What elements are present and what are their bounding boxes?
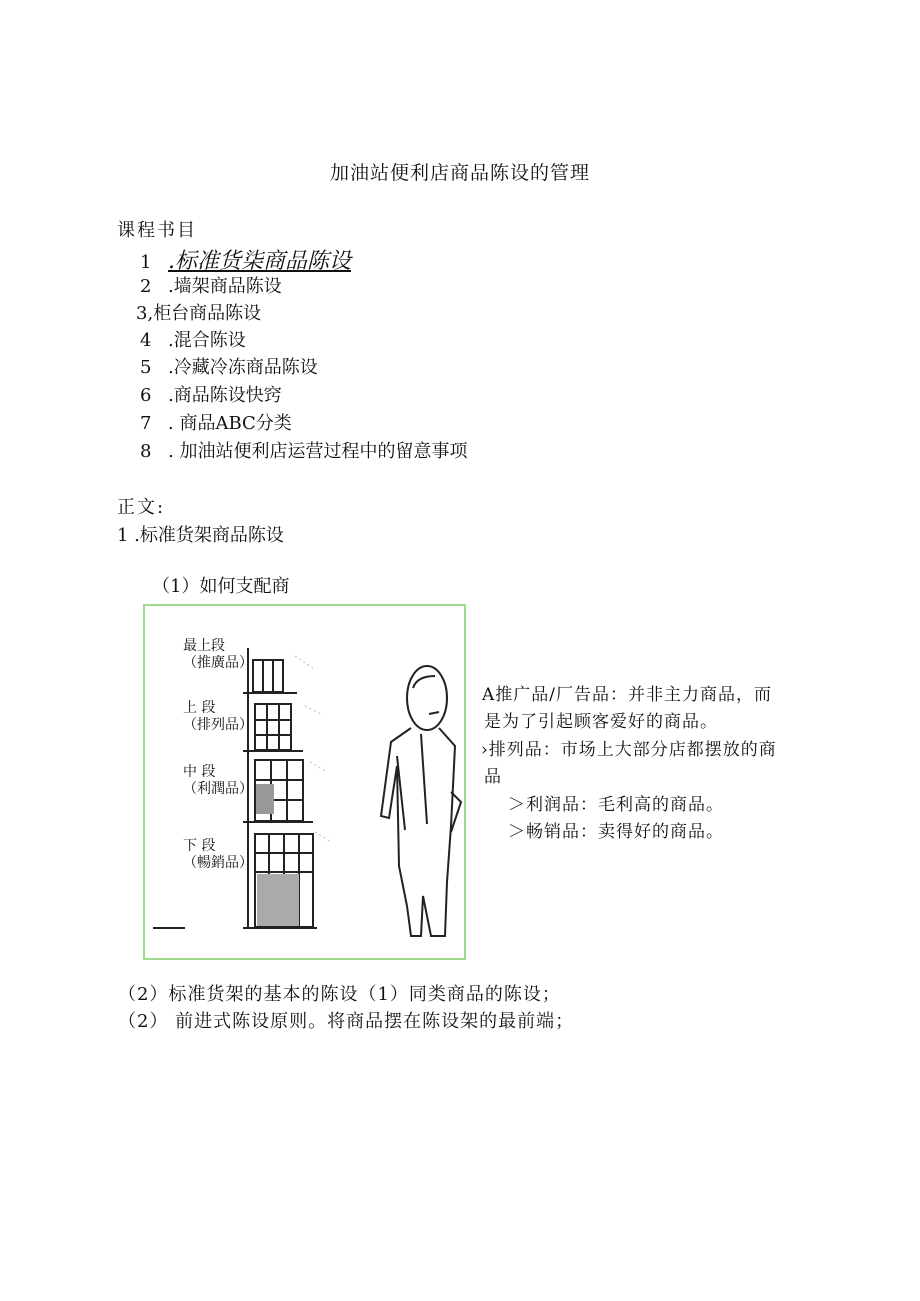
toc-item <box>140 381 282 407</box>
toc-item-label: .标准货柒商品陈设 <box>168 249 351 274</box>
toc-item-label: .冷藏冷冻商品陈设 <box>168 357 318 378</box>
toc-item-number: 1 <box>140 252 152 273</box>
subsection-paragraph: （2）标准货架的基本的陈设（1）同类商品的陈设； <box>118 984 561 1005</box>
toc-item-number: 6 <box>140 385 152 406</box>
toc-item-number: 5 <box>140 357 152 378</box>
shelf-illustration <box>143 604 466 960</box>
toc-item-label: . 加油站便利店运营过程中的留意事项 <box>168 441 468 462</box>
toc-item-number: 4 <box>140 330 152 351</box>
toc-item <box>136 299 261 325</box>
toc-item-label: .墙架商品陈设 <box>168 276 282 297</box>
toc-item <box>140 244 351 275</box>
subsection-heading: （1）如何支配商 <box>152 576 290 597</box>
toc-heading: 课程书目 <box>117 220 197 241</box>
subsection-paragraph: （2） 前进式陈设原则。将商品摆在陈设架的最前端； <box>118 1011 575 1032</box>
toc-item-label: . 商品ABC分类 <box>168 413 292 434</box>
toc-item-number: 3, <box>136 303 154 324</box>
shelf-label-top: 最上段 （推廣品） <box>183 638 253 671</box>
toc-item-number: 2 <box>140 276 152 297</box>
toc-item <box>140 326 246 352</box>
section-heading: 1 .标准货架商品陈设 <box>117 525 284 546</box>
toc-item <box>140 437 467 463</box>
shelf-label-upper: 上 段 （排列品） <box>183 700 253 733</box>
note-line: ＞畅销品：卖得好的商品。 <box>508 822 724 842</box>
toc-item-label: .混合陈设 <box>168 330 246 351</box>
note-line: 品 <box>484 767 502 787</box>
shelf-label-middle: 中 段 （利潤品） <box>183 764 253 797</box>
toc-item <box>140 353 318 379</box>
shelf-label-bottom: 下 段 （暢銷品） <box>183 838 253 871</box>
toc-item-number: 8 <box>140 441 152 462</box>
page-title: 加油站便利店商品陈设的管理 <box>329 162 590 184</box>
toc-item-label: 柜台商品陈设 <box>153 303 262 324</box>
body-heading: 正文: <box>117 497 166 518</box>
note-line: ＞利润品：毛利高的商品。 <box>508 795 724 815</box>
toc-item <box>140 272 282 298</box>
note-line: 是为了引起顾客爱好的商品。 <box>484 712 718 732</box>
note-line: A推广品/厂告品：并非主力商品，而 <box>482 685 773 705</box>
toc-item-label: .商品陈设快窍 <box>168 385 282 406</box>
toc-item <box>140 409 292 435</box>
note-line: ›排列品：市场上大部分店都摆放的商 <box>481 740 777 760</box>
toc-item-number: 7 <box>140 413 152 434</box>
